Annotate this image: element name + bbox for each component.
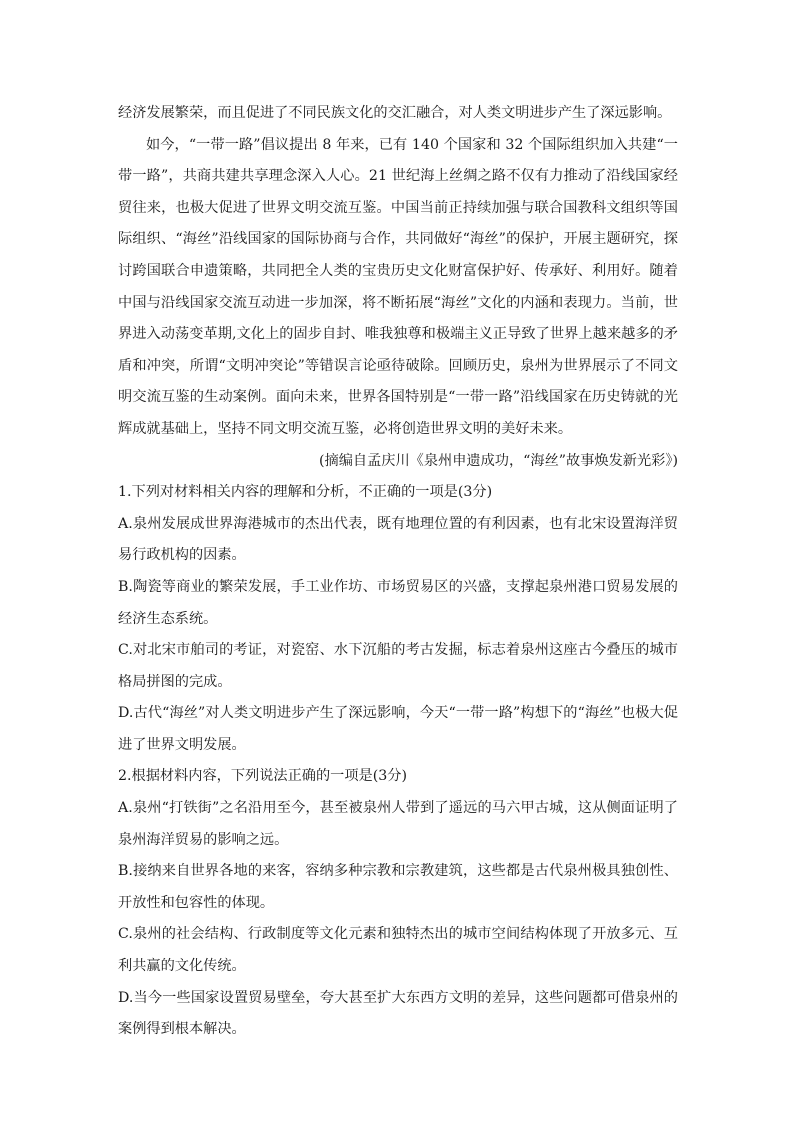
- question-1-option-b: B.陶瓷等商业的繁荣发展，手工业作坊、市场贸易区的兴盛，支撑起泉州港口贸易发展的经济生态系统。: [118, 578, 678, 627]
- question-1-option-a: A.泉州发展成世界海港城市的杰出代表，既有地理位置的有利因素，也有北宋设置海洋贸易行政机构的因素。: [118, 515, 678, 564]
- exam-page: [118, 98, 678, 1046]
- question-2-option-d: D.当今一些国家设置贸易壁垒，夸大甚至扩大东西方文明的差异，这些问题都可借泉州的案例得到根本解决。: [118, 989, 678, 1038]
- question-1-option-d: D.古代“海丝”对人类文明进步产生了深远影响，今天“一带一路”构想下的“海丝”也极大促进了世界文明发展。: [118, 705, 678, 753]
- question-1-stem: 1.下列对材料相关内容的理解和分析，不正确的一项是(3分): [118, 484, 493, 501]
- question-2-option-c: C.泉州的社会结构、行政制度等文化元素和独特杰出的城市空间结构体现了开放多元、互利共赢的文化传统。: [118, 926, 678, 975]
- passage-source: (摘编自孟庆川《泉州申遗成功，“海丝”故事焕发新光彩》): [319, 452, 678, 469]
- question-2-option-a: A.泉州“打铁街”之名沿用至今，甚至被泉州人带到了遥远的马六甲古城，这从侧面证明了泉州海洋贸易的影响之远。: [118, 800, 678, 848]
- question-2-option-b: B.接纳来自世界各地的来客，容纳多种宗教和宗教建筑，这些都是古代泉州极具独创性、开放性和包容性的体现。: [118, 863, 678, 911]
- passage-paragraph-2: 如今，“一带一路”倡议提出 8 年来，已有 140 个国家和 32 个国际组织加入共建“一带一路”，共商共建共享理念深入人心。21 世纪海上丝绸之路不仅有力推动了沿线国家经贸往来，也极大促进了世界文明交流互鉴。中国当前正持续加强与联合国教科文组织等国际组织、“海丝”沿线国家的国际协商与合作，共同做好“海丝”的保护，开展主题研究，探讨跨国联合申遗策略，共同把全人类的宝贵历史文化财富保护好、传承好、利用好。随着中国与沿线国家交流互动进一步加深，将不断拓展“海丝”文化的内涵和表现力。当前，世界进入动荡变革期,文化上的固步自封、唯我独尊和极端主义正导致了世界上越来越多的矛盾和冲突，所谓“文明冲突论”等错误言论亟待破除。回顾历史，泉州为世界展示了不同文明交流互鉴的生动案例。面向未来，世界各国特别是“一带一路”沿线国家在历史铸就的光辉成就基础上，坚持不同文明交流互鉴，必将创造世界文明的美好未来。: [118, 136, 678, 437]
- question-1-option-c: C.对北宋市舶司的考证，对瓷窑、水下沉船的考古发掘，标志着泉州这座古今叠压的城市格局拼图的完成。: [118, 642, 678, 690]
- question-2-stem: 2.根据材料内容，下列说法正确的一项是(3分): [118, 768, 408, 785]
- passage-paragraph-1: 经济发展繁荣，而且促进了不同民族文化的交汇融合，对人类文明进步产生了深远影响。: [118, 105, 672, 121]
